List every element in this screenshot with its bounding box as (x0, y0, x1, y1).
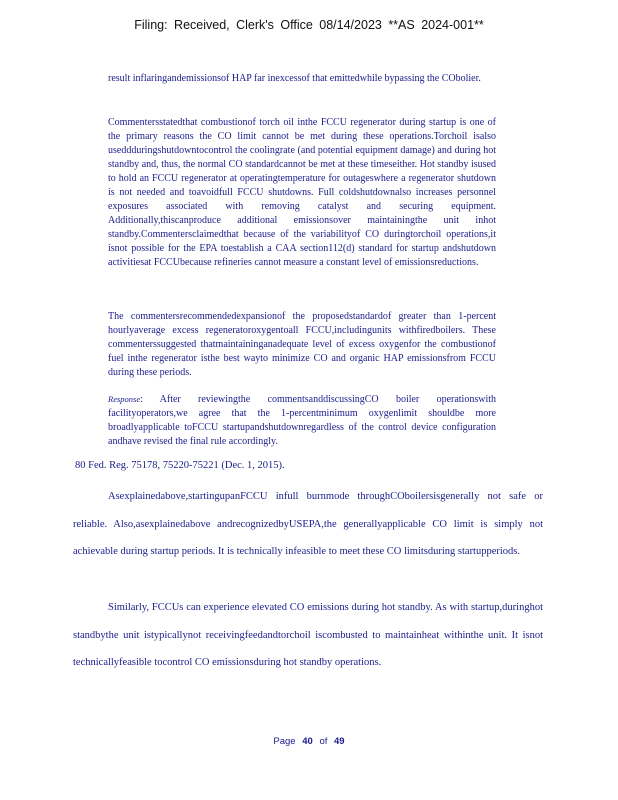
quote-paragraph-1: result inflaringandemissionsof HAP far inexcessof that emittedwhile bypassing the CObolier. (108, 73, 481, 84)
citation: 80 Fed. Reg. 75178, 75220-75221 (Dec. 1, 2015). (75, 460, 285, 471)
response-label: Response (108, 394, 141, 404)
page-footer (0, 736, 618, 747)
quote-response-paragraph (108, 392, 496, 449)
quote-paragraph-3: The commentersrecommendedexpansionof the proposedstandardof greater than 1-percent hourlyaverage excess regeneratoroxygentoall FCCU,includingunits withfiredboilers. These commenterssuggested thatmaintaininganadequate level of excess oxygenfor the combustionof fuel inthe regenerator isthe best wayto minimize CO and organic HAP emissionsfrom FCCU during these periods. (108, 311, 496, 378)
page-label: Page (273, 736, 296, 747)
of-label: of (319, 736, 328, 747)
total-pages: 49 (334, 736, 345, 747)
response-text: : After reviewingthe commentsanddiscussingCO boiler operationswith facilityoperators,we agree that the 1-percentminimum oxygenlimit shouldbe more broadlyapplicable toFCCU startupandshutdownregardless of the control device configuration andhave revised the final rule accordingly. (108, 394, 496, 447)
body-paragraph-1: Asexplainedabove,startingupanFCCU infull burnmode throughCOboilersisgenerally not safe or reliable. Also,asexplainedabove andrecognizedbyUSEPA,the generallyapplicable CO limit is simply not achievable during startup periods. It is technically infeasible to meet these CO limitsduring startupperiods. (73, 491, 543, 557)
quote-paragraph-2: Commentersstatedthat combustionof torch oil inthe FCCU regenerator during startup is one of the primary reasons the CO limit cannot be met during these operations.Torchoil isalso useddduringshutdowntocontrol the coolingrate (and potential equipment damage) and during hot standby and, thus, the normal CO standardcannot be met at these timeseither. Hot standby isused to hold an FCCU regenerator at operatingtemperature for outageswhere a regenerator shutdown is not needed and toavoidfull FCCU shutdowns. Full coldshutdownalso increases personnel exposures associated with removing catalyst and securing equipment. Additionally,thiscanproduce additional emissionsover maintainingthe unit inhot standby.Commentersclaimedthat because of the variabilityof CO duringtorchoil operations,it isnot possible for the EPA toestablish a CAA section112(d) standard for startup andshutdown activitiesat FCCUbecause refineries cannot measure a constant level of emissionsreductions. (108, 117, 496, 268)
body-paragraph-2: Similarly, FCCUs can experience elevated CO emissions during hot standby. As with startup,duringhot standbythe unit istypicallynot receivingfeedandtorchoil iscombusted to maintainheat withinthe unit. It isnot technicallyfeasible tocontrol CO emissionsduring hot standby operations. (73, 602, 543, 668)
filing-header: Filing: Received, Clerk's Office 08/14/2023 **AS 2024-001** (134, 18, 484, 32)
page-number: 40 (302, 736, 313, 747)
